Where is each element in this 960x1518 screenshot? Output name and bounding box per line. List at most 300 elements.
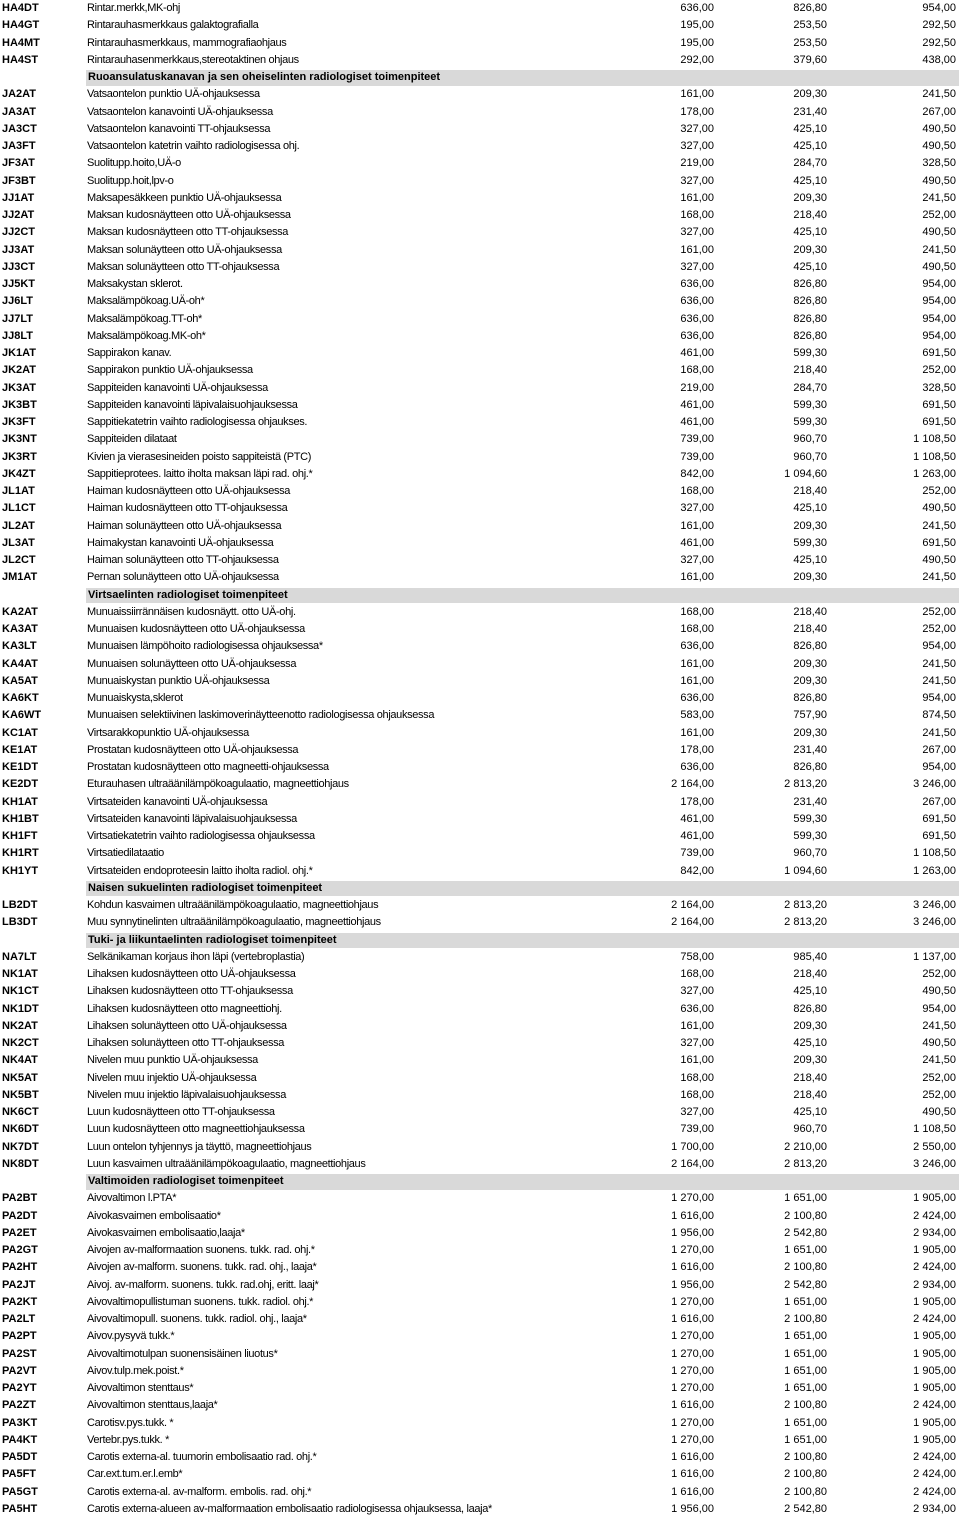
price-column-2: 218,40 [793, 209, 827, 221]
procedure-code: NK2AT [2, 1019, 38, 1032]
price-column-1: 327,00 [680, 1106, 714, 1118]
price-column-3: 691,50 [922, 830, 956, 842]
price-column-1: 1 956,00 [671, 1502, 714, 1515]
procedure-code: JA2AT [2, 88, 37, 101]
procedure-description: Rintarauhasenmerkkaus,stereotaktinen ohjaus [87, 53, 299, 66]
procedure-description: Carotis externa-al. av-malform. embolis. rad. ohj.* [87, 1485, 312, 1498]
price-column-3: 241,50 [922, 1019, 956, 1032]
procedure-code: HA4MT [2, 36, 40, 49]
price-column-1: 1 616,00 [671, 1313, 714, 1325]
table-row [0, 1242, 960, 1259]
price-column-2: 425,10 [793, 122, 827, 135]
price-column-2: 826,80 [793, 1002, 827, 1015]
price-column-3: 252,00 [922, 1071, 956, 1084]
price-column-2: 2 100,80 [784, 1313, 827, 1325]
price-column-3: 328,50 [922, 157, 956, 170]
procedure-description: Lihaksen solunäytteen otto TT-ohjauksessa [87, 1037, 285, 1049]
price-column-2: 2 210,00 [784, 1140, 827, 1153]
procedure-code: PA5DT [2, 1451, 38, 1463]
table-row [0, 1001, 960, 1018]
price-column-1: 1 616,00 [671, 1485, 714, 1498]
price-column-3: 241,50 [922, 519, 956, 532]
procedure-description: Nivelen muu punktio UÄ-ohjauksessa [87, 1054, 258, 1067]
price-column-3: 490,50 [922, 140, 956, 152]
procedure-code: NK1DT [2, 1002, 39, 1015]
price-column-2: 985,40 [793, 950, 827, 963]
price-column-3: 252,00 [922, 605, 956, 618]
table-row [0, 638, 960, 655]
price-column-3: 328,50 [922, 381, 956, 394]
procedure-description: Luun kasvaimen ultraäänilämpökoagulaatio, magneettiohjaus [87, 1157, 366, 1170]
price-column-2: 826,80 [793, 2, 827, 14]
price-column-1: 161,00 [680, 674, 714, 687]
table-row [0, 1208, 960, 1225]
price-column-1: 168,00 [680, 1088, 714, 1101]
procedure-code: JL1CT [2, 502, 36, 515]
table-row [0, 52, 960, 69]
price-column-1: 636,00 [680, 312, 714, 325]
procedure-description: Carotisv.pys.tukk. * [87, 1416, 174, 1429]
procedure-description: Carotis externa-al. tuumorin embolisaatio rad. ohj.* [87, 1451, 317, 1463]
procedure-description: Maksan kudosnäytteen otto TT-ohjauksessa [87, 226, 289, 239]
table-row [0, 1449, 960, 1466]
price-column-3: 490,50 [922, 554, 956, 566]
procedure-description: Munuaisen solunäytteen otto UÄ-ohjauksessa [87, 657, 297, 670]
table-row [0, 328, 960, 345]
price-column-1: 758,00 [680, 950, 714, 963]
procedure-description: Munuaisen lämpöhoito radiologisessa ohjauksessa* [87, 640, 323, 653]
procedure-description: Sappiteiden dilataat [87, 433, 177, 446]
procedure-code: JJ7LT [2, 312, 33, 325]
procedure-description: Luun kudosnäytteen otto magneettiohjauksessa [87, 1123, 305, 1136]
procedure-code: JJ2AT [2, 209, 35, 221]
table-row [0, 397, 960, 414]
price-column-3: 490,50 [922, 1106, 956, 1118]
price-column-3: 1 263,00 [913, 467, 956, 480]
price-column-3: 292,50 [922, 36, 956, 49]
table-row [0, 535, 960, 552]
procedure-code: PA2HT [2, 1261, 38, 1274]
procedure-code: KH1AT [2, 795, 38, 808]
price-column-2: 209,30 [793, 726, 827, 739]
table-row [0, 673, 960, 690]
price-column-1: 168,00 [680, 623, 714, 635]
price-column-3: 1 108,50 [913, 847, 956, 860]
price-column-1: 178,00 [680, 105, 714, 118]
table-row [0, 449, 960, 466]
procedure-description: Aivokasvaimen embolisaatio,laaja* [87, 1226, 245, 1239]
price-column-1: 161,00 [680, 726, 714, 739]
table-row [0, 173, 960, 190]
procedure-description: Pernan solunäytteen otto UÄ-ohjauksessa [87, 571, 279, 584]
price-column-3: 267,00 [922, 795, 956, 808]
price-column-1: 219,00 [680, 157, 714, 170]
price-column-2: 1 651,00 [784, 1382, 827, 1394]
price-column-1: 636,00 [680, 329, 714, 342]
table-row [0, 1363, 960, 1380]
procedure-code: JK3BT [2, 398, 37, 411]
price-column-1: 195,00 [680, 19, 714, 32]
price-column-3: 241,50 [922, 191, 956, 204]
table-row [0, 190, 960, 207]
procedure-description: Lihaksen solunäytteen otto UÄ-ohjauksessa [87, 1019, 287, 1032]
procedure-code: LB3DT [2, 916, 38, 929]
price-column-1: 2 164,00 [671, 1157, 714, 1170]
price-column-1: 739,00 [680, 1123, 714, 1136]
procedure-code: JJ2CT [2, 226, 36, 239]
table-row [0, 1070, 960, 1087]
table-row [0, 17, 960, 34]
procedure-description: Haiman solunäytteen otto TT-ohjauksessa [87, 554, 279, 566]
procedure-description: Virtsateiden endoproteesin laitto iholta radiol. ohj.* [87, 864, 313, 877]
table-row [0, 121, 960, 138]
price-column-2: 2 813,20 [784, 899, 827, 911]
procedure-code: JA3CT [2, 122, 37, 135]
price-column-3: 252,00 [922, 209, 956, 221]
price-column-1: 161,00 [680, 519, 714, 532]
procedure-description: Sappiteiden kanavointi läpivalaisuohjauksessa [87, 398, 298, 411]
procedure-code: JK3NT [2, 433, 37, 446]
price-column-2: 209,30 [793, 519, 827, 532]
table-row [0, 518, 960, 535]
procedure-code: HA4ST [2, 53, 39, 66]
table-row [0, 845, 960, 862]
price-column-3: 3 246,00 [913, 899, 956, 911]
price-column-3: 954,00 [922, 295, 956, 308]
procedure-code: PA4KT [2, 1433, 38, 1446]
table-row [0, 1328, 960, 1345]
table-row [0, 380, 960, 397]
procedure-code: NK8DT [2, 1157, 39, 1170]
procedure-code: PA2DT [2, 1209, 38, 1222]
price-column-1: 327,00 [680, 985, 714, 998]
price-column-1: 461,00 [680, 536, 714, 549]
price-column-2: 425,10 [793, 985, 827, 998]
procedure-code: NK6DT [2, 1123, 39, 1136]
price-column-3: 1 905,00 [913, 1416, 956, 1429]
price-column-3: 252,00 [922, 485, 956, 497]
price-column-3: 490,50 [922, 226, 956, 239]
procedure-description: Munuaisen selektiivinen laskimoverinäytteenotto radiologisessa ohjauksessa [87, 709, 435, 722]
table-row [0, 414, 960, 431]
procedure-description: Virtsateiden kanavointi UÄ-ohjauksessa [87, 795, 268, 808]
table-row [0, 138, 960, 155]
price-column-1: 161,00 [680, 191, 714, 204]
price-column-2: 1 651,00 [784, 1330, 827, 1343]
procedure-code: KA3LT [2, 640, 37, 653]
procedure-description: Maksalämpökoag.TT-oh* [87, 312, 202, 325]
table-row [0, 86, 960, 103]
procedure-description: Maksakystan sklerot. [87, 278, 183, 290]
procedure-code: NA7LT [2, 950, 37, 963]
procedure-description: Maksalämpökoag.MK-oh* [87, 329, 206, 342]
table-row [0, 1052, 960, 1069]
price-column-3: 241,50 [922, 571, 956, 584]
procedure-description: Carotis externa-alueen av-malformaation embolisaatio radiologisessa ohjauksessa, laaja* [87, 1502, 492, 1515]
procedure-description: Vertebr.pys.tukk. * [87, 1433, 170, 1446]
price-column-2: 960,70 [793, 1123, 827, 1136]
price-column-2: 253,50 [793, 19, 827, 32]
procedure-code: KA6KT [2, 692, 39, 704]
price-column-1: 168,00 [680, 364, 714, 377]
price-column-3: 1 905,00 [913, 1347, 956, 1360]
price-column-1: 2 164,00 [671, 899, 714, 911]
procedure-description: Haiman kudosnäytteen otto TT-ohjauksessa [87, 502, 288, 515]
table-row [0, 1018, 960, 1035]
procedure-code: KA4AT [2, 657, 38, 670]
price-column-2: 379,60 [793, 53, 827, 66]
price-column-2: 218,40 [793, 485, 827, 497]
price-column-1: 1 270,00 [671, 1433, 714, 1446]
procedure-description: Sappirakon kanav. [87, 347, 172, 359]
procedure-description: Luun ontelon tyhjennys ja täyttö, magneettiohjaus [87, 1140, 312, 1153]
table-row [0, 1087, 960, 1104]
price-column-1: 168,00 [680, 968, 714, 980]
table-row [0, 35, 960, 52]
procedure-code: PA5GT [2, 1485, 38, 1498]
price-column-3: 2 550,00 [913, 1140, 956, 1153]
table-row [0, 914, 960, 931]
price-column-1: 636,00 [680, 692, 714, 704]
price-column-2: 209,30 [793, 571, 827, 584]
section-band [86, 881, 959, 897]
procedure-description: Lihaksen kudosnäytteen otto TT-ohjauksessa [87, 985, 293, 998]
price-column-3: 292,50 [922, 19, 956, 32]
procedure-description: Aivovaltimon stenttaus,laaja* [87, 1399, 218, 1412]
price-column-2: 826,80 [793, 761, 827, 773]
procedure-description: Munuaiskystan punktio UÄ-ohjauksessa [87, 674, 270, 687]
table-row [0, 1466, 960, 1483]
procedure-code: JK3AT [2, 381, 37, 394]
table-row [0, 362, 960, 379]
table-row [0, 794, 960, 811]
price-column-1: 1 616,00 [671, 1261, 714, 1274]
procedure-code: KE1AT [2, 743, 38, 756]
price-column-3: 954,00 [922, 312, 956, 325]
procedure-code: PA2ZT [2, 1399, 37, 1412]
procedure-description: Maksan kudosnäytteen otto UÄ-ohjauksessa [87, 209, 291, 221]
procedure-description: Prostatan kudosnäytteen otto UÄ-ohjauksessa [87, 743, 299, 756]
section-title: Virtsaelinten radiologiset toimenpiteet [88, 588, 288, 601]
price-column-3: 241,50 [922, 674, 956, 687]
price-column-2: 2 100,80 [784, 1485, 827, 1498]
procedure-description: Aivoj. av-malform. suonens. tukk. rad.ohj, eritt. laaj* [87, 1278, 319, 1291]
price-column-3: 2 424,00 [913, 1451, 956, 1463]
section-title: Ruoansulatuskanavan ja sen oheiselinten radiologiset toimenpiteet [88, 71, 441, 83]
procedure-code: PA2BT [2, 1192, 38, 1205]
table-row [0, 621, 960, 638]
procedure-code: PA2VT [2, 1364, 37, 1377]
procedure-code: PA2ET [2, 1226, 37, 1239]
procedure-description: Aivojen av-malform. suonens. tukk. rad. ohj., laaja* [87, 1261, 317, 1274]
section-header-row [0, 69, 960, 86]
procedure-description: Virtsarakkopunktio UÄ-ohjauksessa [87, 726, 249, 739]
price-column-3: 1 905,00 [913, 1433, 956, 1446]
procedure-description: Sappiteiden kanavointi UÄ-ohjauksessa [87, 381, 268, 394]
procedure-code: PA2ST [2, 1347, 37, 1360]
price-column-2: 757,90 [793, 709, 827, 722]
table-row [0, 1380, 960, 1397]
table-row [0, 604, 960, 621]
procedure-code: JA3FT [2, 140, 36, 152]
price-column-2: 826,80 [793, 278, 827, 290]
table-row [0, 1104, 960, 1121]
price-column-2: 1 651,00 [784, 1364, 827, 1377]
table-row [0, 828, 960, 845]
price-column-2: 1 094,60 [784, 467, 827, 480]
price-column-1: 168,00 [680, 209, 714, 221]
procedure-description: Aivovaltimon l.PTA* [87, 1192, 177, 1205]
procedure-description: Suolitupp.hoit,lpv-o [87, 174, 174, 187]
price-column-2: 218,40 [793, 1071, 827, 1084]
price-column-3: 252,00 [922, 968, 956, 980]
price-column-2: 2 100,80 [784, 1399, 827, 1412]
price-column-3: 954,00 [922, 2, 956, 14]
procedure-code: KC1AT [2, 726, 38, 739]
procedure-code: JA3AT [2, 105, 37, 118]
procedure-code: PA2KT [2, 1295, 38, 1308]
price-column-1: 461,00 [680, 830, 714, 842]
price-column-2: 425,10 [793, 554, 827, 566]
section-title: Valtimoiden radiologiset toimenpiteet [88, 1175, 284, 1187]
price-column-1: 161,00 [680, 1054, 714, 1067]
table-row [0, 707, 960, 724]
procedure-code: NK4AT [2, 1054, 38, 1067]
table-row [0, 569, 960, 586]
price-column-3: 691,50 [922, 398, 956, 411]
section-band [86, 933, 959, 949]
price-column-2: 2 100,80 [784, 1468, 827, 1481]
section-band [86, 588, 959, 604]
price-column-1: 1 616,00 [671, 1468, 714, 1481]
procedure-description: Maksan solunäytteen otto TT-ohjauksessa [87, 260, 280, 273]
procedure-code: JF3BT [2, 174, 36, 187]
table-row [0, 293, 960, 310]
price-column-2: 284,70 [793, 157, 827, 170]
price-column-1: 1 270,00 [671, 1364, 714, 1377]
procedure-description: Maksan solunäytteen otto UÄ-ohjauksessa [87, 243, 282, 256]
procedure-code: JJ6LT [2, 295, 33, 308]
procedure-description: Haiman solunäytteen otto UÄ-ohjauksessa [87, 519, 282, 532]
price-column-1: 583,00 [680, 709, 714, 722]
price-column-3: 2 424,00 [913, 1468, 956, 1481]
price-column-3: 691,50 [922, 536, 956, 549]
procedure-code: NK5BT [2, 1088, 39, 1101]
table-row [0, 242, 960, 259]
price-column-1: 327,00 [680, 260, 714, 273]
price-column-2: 2 542,80 [784, 1278, 827, 1291]
price-column-2: 599,30 [793, 398, 827, 411]
price-column-2: 1 651,00 [784, 1244, 827, 1256]
table-row [0, 725, 960, 742]
procedure-description: Car.ext.tum.er.l.emb* [87, 1468, 183, 1481]
price-column-3: 490,50 [922, 174, 956, 187]
section-header-row [0, 880, 960, 897]
price-column-3: 954,00 [922, 761, 956, 773]
procedure-code: JL1AT [2, 485, 35, 497]
price-column-3: 2 934,00 [913, 1226, 956, 1239]
procedure-description: Sappitieprotees. laitto iholta maksan läpi rad. ohj.* [87, 467, 313, 480]
price-column-3: 954,00 [922, 640, 956, 653]
price-column-3: 954,00 [922, 278, 956, 290]
price-column-2: 218,40 [793, 623, 827, 635]
price-column-1: 219,00 [680, 381, 714, 394]
price-column-3: 241,50 [922, 726, 956, 739]
price-column-2: 2 813,20 [784, 1157, 827, 1170]
table-row [0, 155, 960, 172]
price-column-3: 490,50 [922, 122, 956, 135]
table-row [0, 1415, 960, 1432]
price-column-1: 292,00 [680, 53, 714, 66]
procedure-code: KA3AT [2, 623, 38, 635]
price-column-2: 231,40 [793, 743, 827, 756]
price-column-2: 599,30 [793, 416, 827, 428]
procedure-code: KH1BT [2, 812, 39, 825]
procedure-code: PA5FT [2, 1468, 37, 1481]
price-column-3: 3 246,00 [913, 1157, 956, 1170]
price-column-1: 1 616,00 [671, 1451, 714, 1463]
price-column-1: 1 270,00 [671, 1192, 714, 1205]
procedure-code: PA2JT [2, 1278, 36, 1291]
procedure-description: Rintarauhasmerkkaus, mammografiaohjaus [87, 36, 287, 49]
price-column-2: 599,30 [793, 830, 827, 842]
price-column-1: 2 164,00 [671, 778, 714, 791]
table-row [0, 1156, 960, 1173]
price-column-1: 739,00 [680, 847, 714, 860]
table-row [0, 1294, 960, 1311]
price-column-2: 218,40 [793, 605, 827, 618]
price-column-2: 425,10 [793, 1106, 827, 1118]
price-column-3: 438,00 [922, 53, 956, 66]
price-column-1: 461,00 [680, 347, 714, 359]
procedure-description: Luun kudosnäytteen otto TT-ohjauksessa [87, 1106, 275, 1118]
price-column-2: 826,80 [793, 329, 827, 342]
procedure-code: HA4GT [2, 19, 40, 32]
procedure-description: Maksalämpökoag.UÄ-oh* [87, 295, 205, 308]
procedure-description: Suolitupp.hoito,UÄ-o [87, 157, 181, 170]
price-column-2: 1 651,00 [784, 1192, 827, 1205]
table-row [0, 966, 960, 983]
procedure-description: Aivokasvaimen embolisaatio* [87, 1209, 221, 1222]
price-column-1: 1 270,00 [671, 1416, 714, 1429]
procedure-description: Eturauhasen ultraäänilämpökoagulaatio, magneettiohjaus [87, 778, 349, 791]
table-row [0, 259, 960, 276]
procedure-code: PA2YT [2, 1382, 37, 1394]
procedure-description: Sappirakon punktio UÄ-ohjauksessa [87, 364, 253, 377]
procedure-description: Selkänikaman korjaus ihon läpi (vertebroplastia) [87, 950, 305, 963]
price-column-2: 826,80 [793, 692, 827, 704]
price-column-3: 267,00 [922, 105, 956, 118]
table-row [0, 1397, 960, 1414]
price-column-3: 2 424,00 [913, 1313, 956, 1325]
price-column-1: 1 270,00 [671, 1295, 714, 1308]
procedure-description: Maksapesäkkeen punktio UÄ-ohjauksessa [87, 191, 282, 204]
table-row [0, 276, 960, 293]
procedure-code: KE1DT [2, 761, 39, 773]
price-column-2: 425,10 [793, 174, 827, 187]
price-column-2: 209,30 [793, 657, 827, 670]
price-column-2: 284,70 [793, 381, 827, 394]
price-column-1: 327,00 [680, 554, 714, 566]
price-column-3: 3 246,00 [913, 916, 956, 929]
table-row [0, 1501, 960, 1518]
table-row [0, 1484, 960, 1501]
price-column-3: 2 424,00 [913, 1261, 956, 1274]
price-column-3: 691,50 [922, 812, 956, 825]
price-column-2: 209,30 [793, 243, 827, 256]
table-row [0, 863, 960, 880]
procedure-description: Munuaissiirrännäisen kudosnäytt. otto UÄ-ohj. [87, 605, 296, 618]
